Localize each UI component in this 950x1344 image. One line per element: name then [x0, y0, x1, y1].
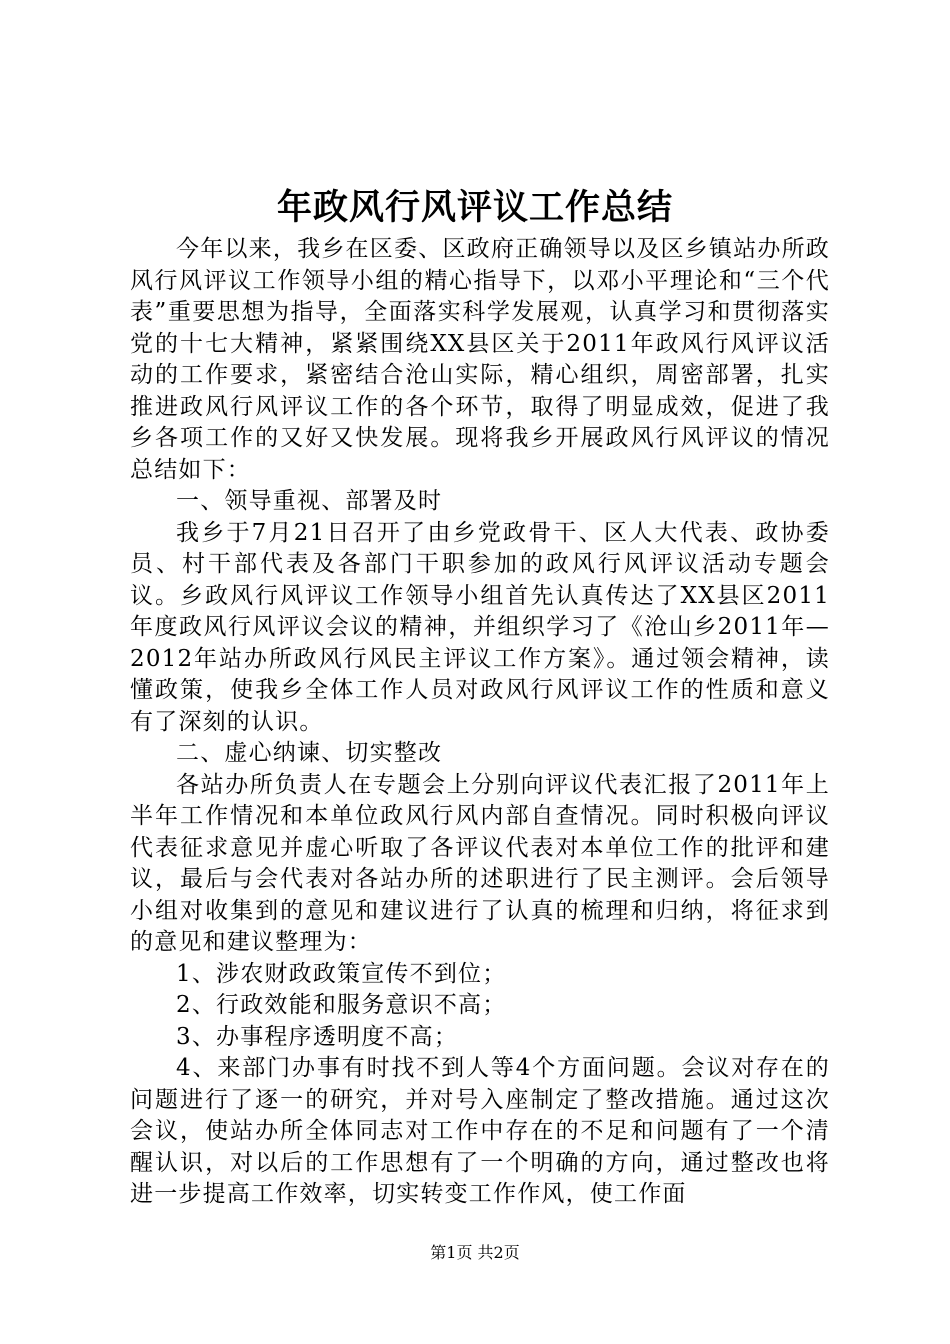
paragraph-section-1: 我乡于7月21日召开了由乡党政骨干、区人大代表、政协委员、村干部代表及各部门干职参加的政风行风评议活动专题会议。乡政风行风评议工作领导小组首先认真传达了XX县区2011年度政风行风评议会议的精神，并组织学习了《沧山乡2011年—2012年站办所政风行风民主评议工作方案》。通过领会精神，读懂政策，使我乡全体工作人员对政风行风评议工作的性质和意义有了深刻的认识。 — [130, 519, 830, 735]
document-title: 年政风行风评议工作总结 — [276, 187, 673, 228]
list-item-4: 4、来部门办事有时找不到人等4个方面问题。会议对存在的问题进行了逐一的研究，并对号入座制定了整改措施。通过这次会议，使站办所全体同志对工作中存在的不足和问题有了一个清醒认识，对以后的工作思想有了一个明确的方向，通过整改也将进一步提高工作效率，切实转变工作作风，使工作面 — [130, 1055, 830, 1207]
list-item-1: 1、涉农财政政策宣传不到位； — [176, 960, 507, 987]
section-heading-1: 一、领导重视、部署及时 — [176, 488, 443, 514]
page-number: 第1页 共2页 — [430, 1243, 520, 1262]
paragraph-intro: 今年以来，我乡在区委、区政府正确领导以及区乡镇站办所政风行风评议工作领导小组的精心指导下，以邓小平理论和“三个代表”重要思想为指导，全面落实科学发展观，认真学习和贯彻落实党的十七大精神，紧紧围绕XX县区关于2011年政风行风评议活动的工作要求，紧密结合沧山实际，精心组织，周密部署，扎实推进政风行风评议工作的各个环节，取得了明显成效，促进了我乡各项工作的又好又快发展。现将我乡开展政风行风评议的情况总结如下： — [130, 236, 830, 483]
paragraph-section-2: 各站办所负责人在专题会上分别向评议代表汇报了2011年上半年工作情况和本单位政风行风内部自查情况。同时积极向评议代表征求意见并虚心听取了各评议代表对本单位工作的批评和建议，最后与会代表对各站办所的述职进行了民主测评。会后领导小组对收集到的意见和建议进行了认真的梳理和归纳，将征求到的意见和建议整理为： — [130, 771, 830, 955]
list-item-3: 3、办事程序透明度不高； — [176, 1023, 459, 1050]
document-body — [130, 234, 830, 1211]
list-item-2: 2、行政效能和服务意识不高； — [176, 992, 507, 1018]
section-heading-2: 二、虚心纳谏、切实整改 — [176, 740, 443, 766]
